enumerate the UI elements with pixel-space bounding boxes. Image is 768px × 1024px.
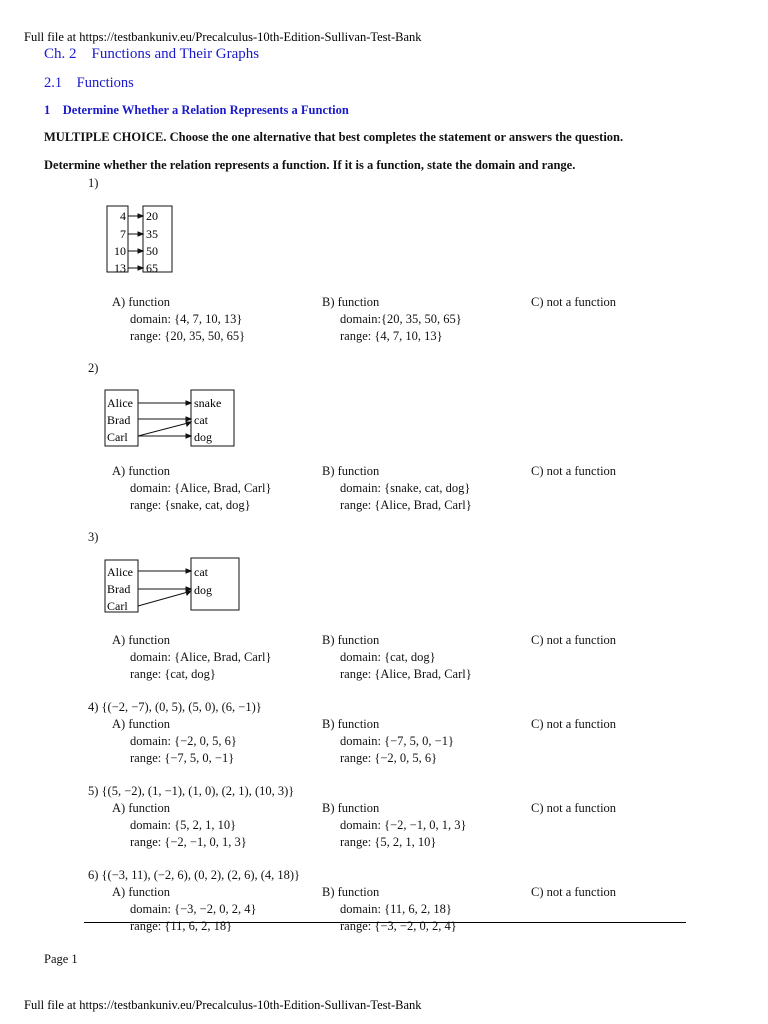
task-instruction: Determine whether the relation represents a function. If it is a function, state the domain and range. — [44, 158, 576, 172]
chapter-heading — [44, 46, 259, 63]
mc-instruction: MULTIPLE CHOICE. Choose the one alternative that best completes the statement or answers the question. — [44, 130, 624, 144]
domain-value: 13 — [114, 261, 126, 275]
option-label: A) function — [112, 717, 170, 731]
domain-value: Carl — [107, 599, 128, 613]
question-2-option-c[interactable]: C) not a function — [531, 464, 617, 478]
arrowhead — [186, 569, 191, 573]
range-value: snake — [194, 396, 222, 410]
arrowhead — [186, 587, 191, 591]
arrowhead — [138, 266, 143, 270]
option-label: B) function — [322, 633, 380, 647]
relation-set: {(5, −2), (1, −1), (1, 0), (2, 1), (10, 3)} — [101, 784, 295, 798]
option-label: B) function — [322, 464, 380, 478]
option-label: A) function — [112, 885, 170, 899]
option-label: A) function — [112, 295, 170, 309]
question-6-option-a[interactable] — [112, 884, 256, 935]
question-1-number: 1) — [88, 176, 99, 190]
question-1-option-b[interactable] — [322, 294, 462, 345]
question-6-option-b[interactable] — [322, 884, 457, 935]
footer-url[interactable]: Full file at https://testbankuniv.eu/Precalculus-10th-Edition-Sullivan-Test-Bank — [24, 998, 422, 1012]
option-range: range: {11, 6, 2, 18} — [130, 919, 233, 933]
domain-value: Brad — [107, 582, 131, 596]
question-4-option-c[interactable]: C) not a function — [531, 717, 617, 731]
arrowhead — [138, 214, 143, 218]
option-range: range: {snake, cat, dog} — [130, 498, 251, 512]
question-3-number: 3) — [88, 530, 99, 544]
option-domain: domain: {snake, cat, dog} — [340, 481, 471, 495]
arrowhead — [186, 422, 191, 426]
arrowhead — [186, 434, 191, 438]
header-url[interactable]: Full file at https://testbankuniv.eu/Precalculus-10th-Edition-Sullivan-Test-Bank — [24, 30, 422, 44]
option-domain: domain: {cat, dog} — [340, 650, 436, 664]
arrowhead — [138, 232, 143, 236]
range-value: 20 — [146, 209, 158, 223]
option-range: range: {Alice, Brad, Carl} — [340, 498, 472, 512]
option-domain: domain: {−3, −2, 0, 2, 4} — [130, 902, 257, 916]
relation-set: {(−3, 11), (−2, 6), (0, 2), (2, 6), (4, 18)} — [101, 868, 301, 882]
question-4-option-a[interactable] — [112, 716, 237, 767]
range-value: dog — [194, 430, 212, 444]
option-label: B) function — [322, 295, 380, 309]
relation-set: {(−2, −7), (0, 5), (5, 0), (6, −1)} — [101, 700, 262, 714]
question-5-option-a[interactable] — [112, 800, 247, 851]
option-label: A) function — [112, 633, 170, 647]
mapping-arrow — [138, 592, 188, 606]
option-range: range: {4, 7, 10, 13} — [340, 329, 443, 343]
option-range: range: {−2, 0, 5, 6} — [340, 751, 438, 765]
question-4-stem — [88, 699, 262, 716]
arrowhead — [138, 249, 143, 253]
range-value: dog — [194, 583, 212, 597]
domain-value: 4 — [120, 209, 126, 223]
question-number: 5) — [88, 784, 99, 798]
range-value: 35 — [146, 227, 158, 241]
objective-title: Determine Whether a Relation Represents a Function — [62, 103, 349, 117]
footer-divider — [84, 922, 686, 923]
domain-value: 7 — [120, 227, 126, 241]
arrowhead — [186, 591, 191, 595]
question-6-stem — [88, 867, 300, 884]
domain-value: Alice — [107, 396, 133, 410]
question-3-mapping-diagram — [100, 556, 245, 616]
question-3-option-c[interactable]: C) not a function — [531, 633, 617, 647]
range-value: 50 — [146, 244, 158, 258]
option-label: A) function — [112, 801, 170, 815]
question-number: 6) — [88, 868, 99, 882]
option-range: range: {Alice, Brad, Carl} — [340, 667, 472, 681]
objective-number: 1 — [44, 103, 51, 117]
objective-heading — [44, 103, 349, 118]
page-number: Page 1 — [44, 952, 78, 966]
domain-value: Carl — [107, 430, 128, 444]
question-5-option-b[interactable] — [322, 800, 466, 851]
question-2-option-a[interactable] — [112, 463, 271, 514]
chapter-number: Ch. 2 — [44, 46, 77, 62]
option-domain: domain: {Alice, Brad, Carl} — [130, 481, 272, 495]
option-domain: domain: {4, 7, 10, 13} — [130, 312, 243, 326]
section-title: Functions — [76, 75, 134, 91]
question-1-option-a[interactable] — [112, 294, 245, 345]
option-domain: domain: {5, 2, 1, 10} — [130, 818, 237, 832]
option-range: range: {−3, −2, 0, 2, 4} — [340, 919, 457, 933]
option-domain: domain: {Alice, Brad, Carl} — [130, 650, 272, 664]
question-4-option-b[interactable] — [322, 716, 454, 767]
question-number: 4) — [88, 700, 99, 714]
question-2-mapping-diagram — [100, 386, 240, 450]
question-1-option-c[interactable]: C) not a function — [531, 295, 617, 309]
section-heading — [44, 75, 134, 92]
question-2-number: 2) — [88, 361, 99, 375]
mapping-arrow — [138, 423, 188, 436]
option-label: B) function — [322, 717, 380, 731]
domain-value: Brad — [107, 413, 131, 427]
option-label: B) function — [322, 801, 380, 815]
question-1-mapping-diagram — [100, 200, 180, 280]
range-value: cat — [194, 413, 208, 427]
question-3-option-a[interactable] — [112, 632, 271, 683]
question-5-option-c[interactable]: C) not a function — [531, 801, 617, 815]
range-value: 65 — [146, 261, 158, 275]
option-domain: domain:{20, 35, 50, 65} — [340, 312, 462, 326]
arrowhead — [186, 401, 191, 405]
domain-value: Alice — [107, 565, 133, 579]
option-label: A) function — [112, 464, 170, 478]
question-5-stem — [88, 783, 294, 800]
option-range: range: {20, 35, 50, 65} — [130, 329, 246, 343]
question-2-option-b[interactable] — [322, 463, 472, 514]
option-domain: domain: {−2, 0, 5, 6} — [130, 734, 237, 748]
option-range: range: {cat, dog} — [130, 667, 216, 681]
question-6-option-c[interactable]: C) not a function — [531, 885, 617, 899]
range-value: cat — [194, 565, 208, 579]
section-number: 2.1 — [44, 75, 63, 91]
question-3-option-b[interactable] — [322, 632, 472, 683]
option-range: range: {−2, −1, 0, 1, 3} — [130, 835, 247, 849]
chapter-title: Functions and Their Graphs — [91, 46, 260, 62]
option-domain: domain: {11, 6, 2, 18} — [340, 902, 452, 916]
domain-value: 10 — [114, 244, 126, 258]
option-range: range: {5, 2, 1, 10} — [340, 835, 437, 849]
arrowhead — [186, 417, 191, 421]
option-domain: domain: {−2, −1, 0, 1, 3} — [340, 818, 467, 832]
option-label: B) function — [322, 885, 380, 899]
option-domain: domain: {−7, 5, 0, −1} — [340, 734, 454, 748]
option-range: range: {−7, 5, 0, −1} — [130, 751, 235, 765]
